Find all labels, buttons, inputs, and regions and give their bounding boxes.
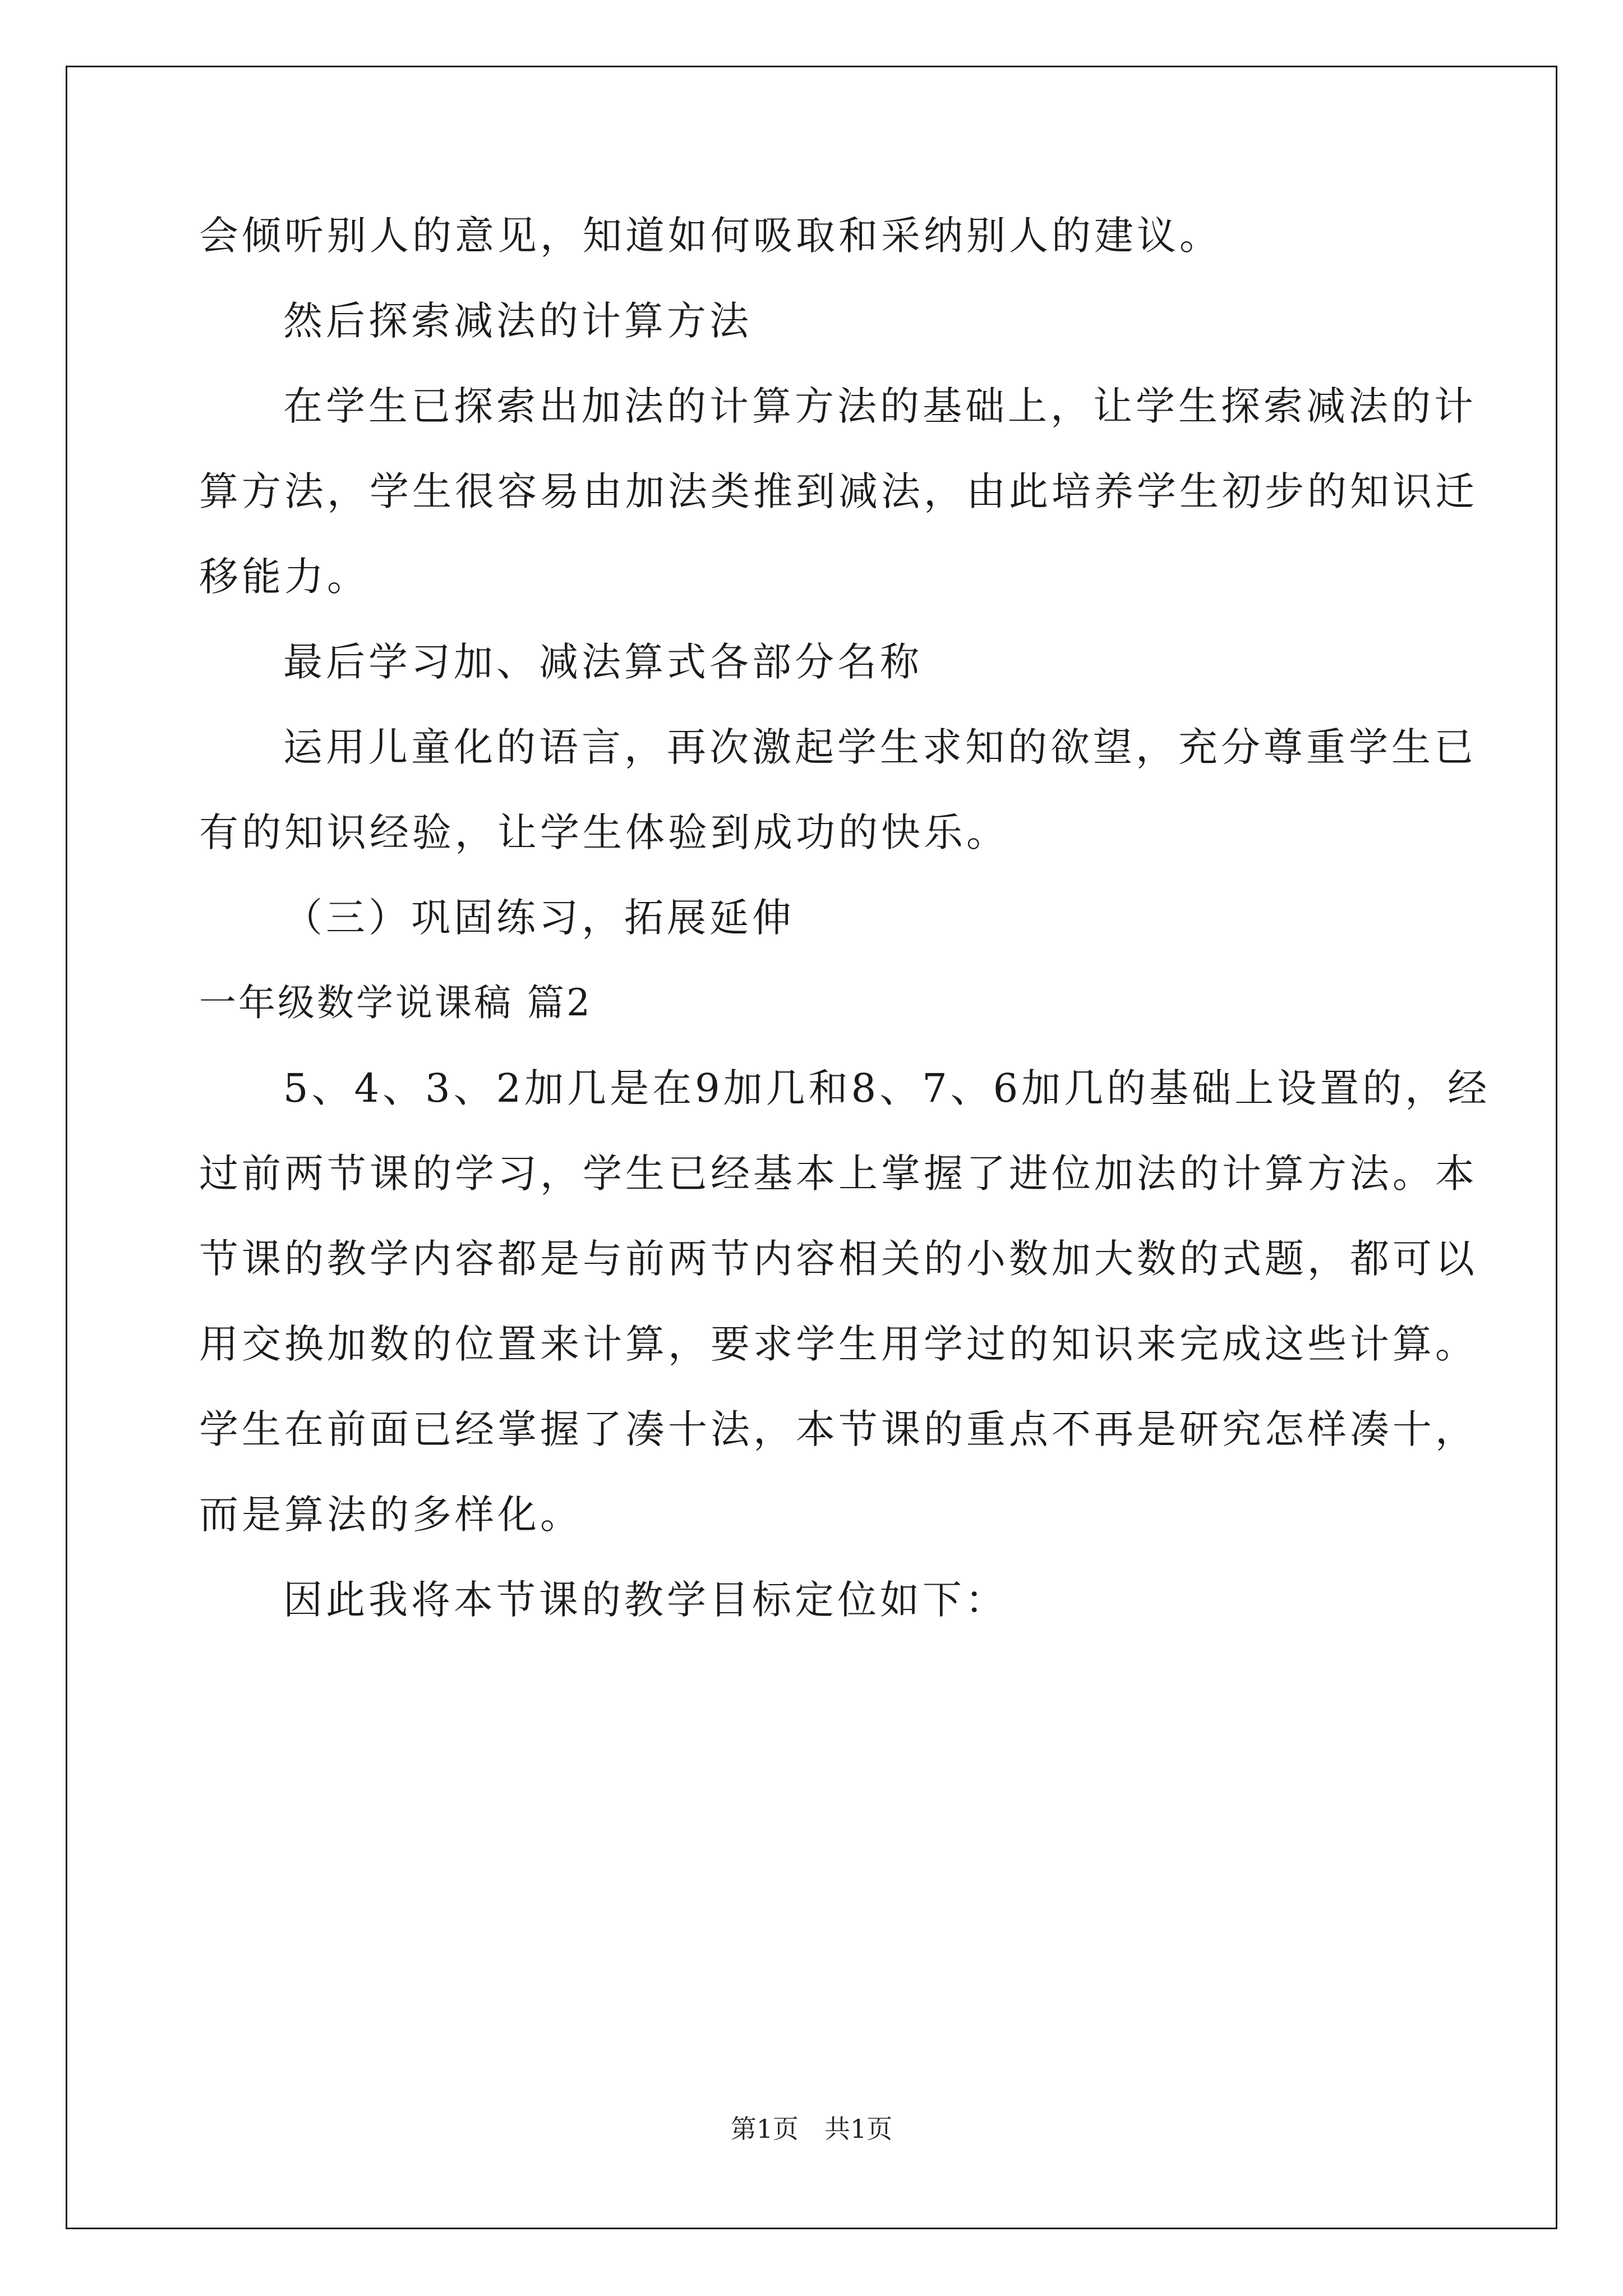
paragraph-line: （三）巩固练习，拓展延伸 (283, 895, 795, 941)
paragraph-line: 学生在前面已经掌握了凑十法，本节课的重点不再是研究怎样凑十， (199, 1406, 1478, 1452)
page-number: 第1页 共1页 (730, 2114, 893, 2144)
paragraph-line: 而是算法的多样化。 (199, 1492, 583, 1538)
paragraph-line: 过前两节课的学习，学生已经基本上掌握了进位加法的计算方法。本 (199, 1151, 1478, 1197)
paragraph-line: 移能力。 (199, 554, 370, 600)
paragraph-line: 会倾听别人的意见，知道如何吸取和采纳别人的建议。 (199, 213, 1222, 259)
paragraph-line: 有的知识经验，让学生体验到成功的快乐。 (199, 809, 1009, 855)
paragraph-line: 算方法，学生很容易由加法类推到减法，由此培养学生初步的知识迁 (199, 468, 1478, 514)
paragraph-line: 因此我将本节课的教学目标定位如下： (283, 1577, 1008, 1623)
paragraph-line: 运用儿童化的语言，再次激起学生求知的欲望，充分尊重学生已 (283, 724, 1477, 770)
paragraph-line: 节课的教学内容都是与前两节内容相关的小数加大数的式题，都可以 (199, 1236, 1478, 1282)
paragraph-line: 最后学习加、减法算式各部分名称 (283, 639, 923, 685)
paragraph-line: 在学生已探索出加法的计算方法的基础上，让学生探索减法的计 (283, 383, 1477, 429)
paragraph-line: 用交换加数的位置来计算，要求学生用学过的知识来完成这些计算。 (199, 1321, 1478, 1367)
paragraph-line: 然后探索减法的计算方法 (283, 298, 752, 344)
paragraph-line: 5、4、3、2加几是在9加几和8、7、6加几的基础上设置的，经 (283, 1065, 1491, 1111)
section-heading: 一年级数学说课稿 篇2 (199, 981, 592, 1024)
